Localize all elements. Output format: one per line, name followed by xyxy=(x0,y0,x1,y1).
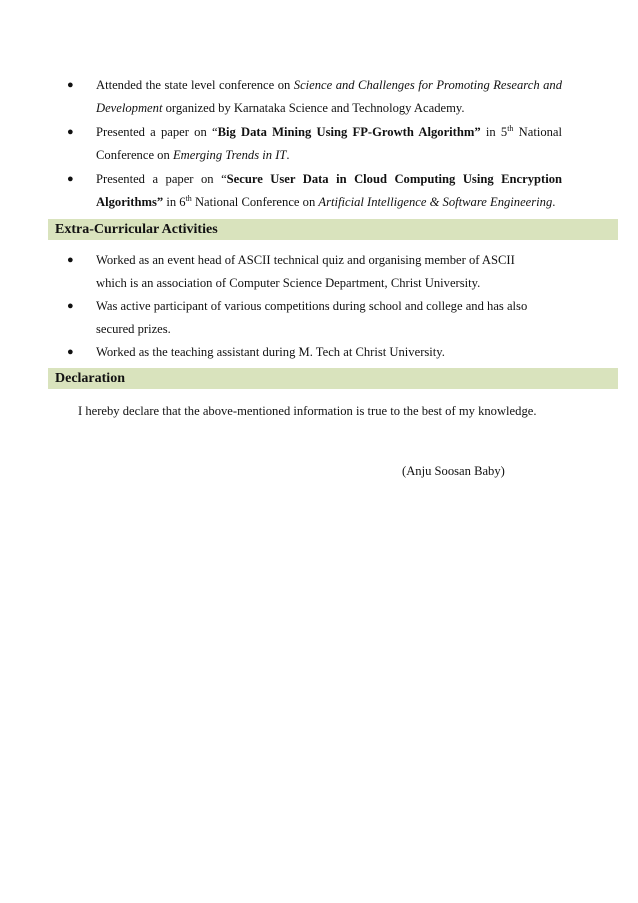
conference-text: Presented a paper on “ xyxy=(96,172,227,186)
conference-item xyxy=(64,168,562,214)
paper-title: Big Data Mining Using FP-Growth Algorithm” xyxy=(217,125,481,139)
declaration-heading: Declaration xyxy=(48,368,618,389)
bullet-icon: ● xyxy=(67,126,74,138)
conference-text: in 5 xyxy=(480,125,508,139)
bullet-icon: ● xyxy=(67,79,74,91)
activity-item xyxy=(64,249,544,295)
conference-list xyxy=(64,74,562,214)
declaration-text: I hereby declare that the above-mentioned information is true to the best of my knowledge. xyxy=(78,404,537,418)
ordinal-suffix: th xyxy=(185,193,192,203)
conference-text: Presented a paper on “ xyxy=(96,125,218,139)
bullet-icon: ● xyxy=(67,173,74,185)
extra-curricular-list xyxy=(64,249,544,364)
conference-text: . xyxy=(552,195,556,209)
activity-text: Worked as the teaching assistant during M. Tech at Christ University. xyxy=(96,345,445,359)
conference-name: Emerging Trends in IT xyxy=(172,148,287,162)
extra-curricular-heading: Extra-Curricular Activities xyxy=(48,219,618,240)
conference-text: National Conference on xyxy=(191,195,319,209)
conference-text: . xyxy=(286,148,290,162)
bullet-icon: ● xyxy=(67,300,74,312)
bullet-icon: ● xyxy=(67,346,74,358)
conference-text: organized by Karnataka Science and Technology Academy. xyxy=(162,101,465,115)
conference-text: Attended the state level conference on xyxy=(96,78,294,92)
conference-item xyxy=(64,121,562,167)
bullet-icon: ● xyxy=(67,254,74,266)
activity-text: Worked as an event head of ASCII technical quiz and organising member of ASCII which is an association of Computer Science Department, Christ University. xyxy=(96,253,515,290)
ordinal-suffix: th xyxy=(507,123,514,133)
conference-title: Science and Challenges for Promoting Research and Development xyxy=(96,78,562,115)
conference-name: Artificial Intelligence & Software Engineering xyxy=(318,195,553,209)
conference-text: in 6 xyxy=(163,195,186,209)
activity-text: Was active participant of various competitions during school and college and has also secured prizes. xyxy=(96,299,528,336)
conference-item xyxy=(64,74,562,120)
activity-item xyxy=(64,295,544,341)
signature-name: (Anju Soosan Baby) xyxy=(402,464,505,478)
conference-text: National Conference on xyxy=(96,125,563,162)
paper-title: Secure User Data in Cloud Computing Using Encryption Algorithms” xyxy=(96,172,563,209)
activity-item xyxy=(64,341,544,364)
